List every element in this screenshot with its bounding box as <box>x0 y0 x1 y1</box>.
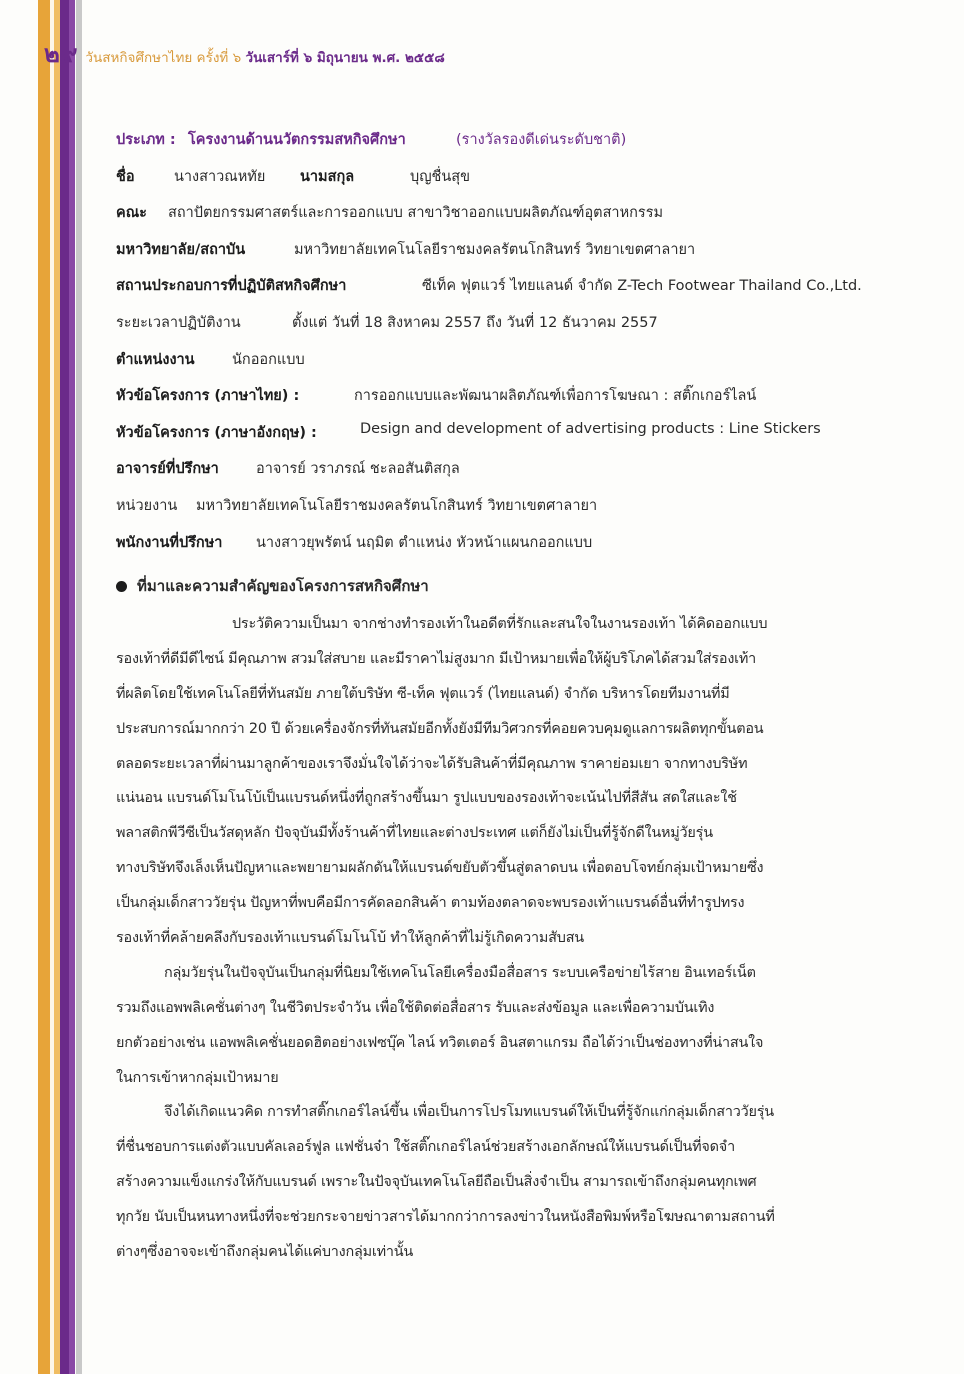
advisor-value: อาจารย์ วราภรณ์ ชะลอสันติสกุล <box>256 461 460 478</box>
position-value: นักออกแบบ <box>232 351 305 368</box>
body-line: ประวัติความเป็นมา จากช่างทำรองเท้าในอดีตที่รักและสนใจในงานรองเท้า ได้คิดออกแบบ <box>232 616 768 632</box>
stripe-purple-2 <box>69 0 75 1374</box>
body-line: ต่างๆซึ่งอาจจะเข้าถึงกลุ่มคนได้แค่บางกลุ่มเท่านั้น <box>116 1244 414 1261</box>
workplace-row <box>116 266 886 303</box>
unit-row <box>116 486 886 523</box>
stripe-orange-1 <box>38 0 50 1374</box>
body-line: รองเท้าที่คล้ายคลึงกับรองเท้าแบรนด์โมโนโบ้ ทำให้ลูกค้าที่ไม่รู้เกิดความสับสน <box>116 930 584 947</box>
body-line: พลาสติกพีวีซีเป็นวัสดุหลัก ปัจจุบันมีทั้งร้านค้าที่ไทยและต่างประเทศ แต่ก็ยังไม่เป็นที่รู้จักดีในหมู่วัยรุ่น <box>116 825 713 842</box>
body-line: จึงได้เกิดแนวคิด การทำสติ๊กเกอร์ไลน์ขึ้น เพื่อเป็นการโปรโมทแบรนด์ให้เป็นที่รู้จักแก่กลุ่มเด็กสาววัยรุ่น <box>164 1104 774 1121</box>
body-text <box>116 607 884 1270</box>
university-label: มหาวิทยาลัย/สถาบัน <box>116 241 246 258</box>
staff-value: นางสาวยุพรัตน์ นฤมิต ตำแหน่ง หัวหน้าแผนกออกแบบ <box>256 534 593 551</box>
advisor-label: อาจารย์ที่ปรึกษา <box>116 461 219 478</box>
position-row <box>116 340 886 377</box>
info-block <box>116 120 886 559</box>
event-title: วันสหกิจศึกษาไทย ครั้งที่ ๖ <box>85 50 242 66</box>
unit-label: หน่วยงาน <box>116 497 178 514</box>
topic-en-value: Design and development of advertising products : Line Stickers <box>360 420 821 437</box>
surname: บุญชื่นสุข <box>410 168 471 185</box>
topic-th-value: การออกแบบและพัฒนาผลิตภัณฑ์เพื่อการโฆษณา : สติ๊กเกอร์ไลน์ <box>354 388 757 405</box>
name-row <box>116 157 886 194</box>
body-line: ทางบริษัทจึงเล็งเห็นปัญหาและพยายามผลักดันให้แบรนด์ขยับตัวขึ้นสู่ตลาดบน เพื่อตอบโจทย์กลุ่มเป้าหมายซึ่ง <box>116 860 764 877</box>
body-line: ตลอดระยะเวลาที่ผ่านมาลูกค้าของเราจึงมั่นใจได้ว่าจะได้รับสินค้าที่มีคุณภาพ ราคาย่อมเยา จากทางบริษัท <box>116 755 748 772</box>
period-label: ระยะเวลาปฏิบัติงาน <box>116 314 241 331</box>
body-line: ในการเข้าหากลุ่มเป้าหมาย <box>116 1069 279 1086</box>
page-header <box>44 34 445 68</box>
body-line: แน่นอน แบรนด์โมโนโบ้เป็นแบรนด์หนึ่งที่ถูกสร้างขึ้นมา รูปแบบของรองเท้าจะเน้นไปที่สีสัน สดใสและใช้ <box>116 790 737 807</box>
university-value: มหาวิทยาลัยเทคโนโลยีราชมงคลรัตนโกสินทร์ วิทยาเขตศาลายา <box>294 241 696 258</box>
event-date: วันเสาร์ที่ ๖ มิถุนายน พ.ศ. ๒๕๕๘ <box>245 50 445 66</box>
section-title: ที่มาและความสำคัญของโครงการสหกิจศึกษา <box>137 577 429 595</box>
name-label: ชื่อ <box>116 168 135 185</box>
section-heading <box>116 574 429 598</box>
faculty-row <box>116 193 886 230</box>
body-line: ที่ชื่นชอบการแต่งตัวแบบคัลเลอร์ฟูล แฟชั่นจ๋า ใช้สติ๊กเกอร์ไลน์ช่วยสร้างเอกลักษณ์ให้แบรนด์เป็นที่จดจำ <box>116 1139 736 1156</box>
position-label: ตำแหน่งงาน <box>116 351 195 368</box>
body-line: ที่ผลิตโดยใช้เทคโนโลยีที่ทันสมัย ภายใต้บริษัท ซี-เท็ค ฟุตแวร์ (ไทยแลนด์) จำกัด บริหารโดยทีมงานที่มี <box>116 685 730 702</box>
category-label: ประเภท : <box>116 132 176 148</box>
category-row <box>116 120 886 157</box>
surname-label: นามสกุล <box>300 168 355 185</box>
topic-en-row <box>116 413 886 450</box>
stripe-grey <box>76 0 82 1374</box>
topic-en-label: หัวข้อโครงการ (ภาษาอังกฤษ) : <box>116 424 317 441</box>
staff-row <box>116 523 886 560</box>
body-line: รองเท้าที่ดีมีดีไซน์ มีคุณภาพ สวมใส่สบาย และมีราคาไม่สูงมาก มีเป้าหมายเพื่อให้ผู้บริโภคได้สวมใส่รองเท้า <box>116 650 757 667</box>
stripe-purple-1 <box>60 0 69 1374</box>
staff-label: พนักงานที่ปรึกษา <box>116 534 223 551</box>
page-number: ๒๙ <box>44 39 78 68</box>
body-line: ทุกวัย นับเป็นหนทางหนึ่งที่จะช่วยกระจายข่าวสารได้มากกว่าการลงข่าวในหนังสือพิมพ์หรือโฆษณาตามสถานที่ <box>116 1209 775 1226</box>
bullet-icon <box>116 581 127 592</box>
topic-th-row <box>116 376 886 413</box>
university-row <box>116 230 886 267</box>
first-name: นางสาวณหทัย <box>174 168 266 185</box>
award-text: (รางวัลรองดีเด่นระดับชาติ) <box>456 132 627 148</box>
workplace-label: สถานประกอบการที่ปฏิบัติสหกิจศึกษา <box>116 278 347 295</box>
faculty-label: คณะ <box>116 205 147 222</box>
period-value: ตั้งแต่ วันที่ 18 สิงหาคม 2557 ถึง วันที่ 12 ธันวาคม 2557 <box>292 314 658 331</box>
body-line: สร้างความแข็งแกร่งให้กับแบรนด์ เพราะในปัจจุบันเทคโนโลยีถือเป็นสิ่งจำเป็น สามารถเข้าถึงกลุ่มคนทุกเพศ <box>116 1174 757 1191</box>
body-line: กลุ่มวัยรุ่นในปัจจุบันเป็นกลุ่มที่นิยมใช้เทคโนโลยีเครื่องมือสื่อสาร ระบบเครือข่ายไร้สาย อินเทอร์เน็ต <box>164 964 756 981</box>
topic-th-label: หัวข้อโครงการ (ภาษาไทย) : <box>116 388 300 405</box>
advisor-row <box>116 449 886 486</box>
side-stripes <box>0 0 90 1374</box>
body-line: เป็นกลุ่มเด็กสาววัยรุ่น ปัญหาที่พบคือมีการคัดลอกสินค้า ตามท้องตลาดจะพบรองเท้าแบรนด์อื่นที่ทำรูปทรง <box>116 895 745 912</box>
period-row <box>116 303 886 340</box>
body-line: ประสบการณ์มากกว่า 20 ปี ด้วยเครื่องจักรที่ทันสมัยอีกทั้งยังมีทีมวิศวกรที่คอยควบคุมดูแลการผลิตทุกขั้นตอน <box>116 720 764 737</box>
category-value: โครงงานด้านนวัตกรรมสหกิจศึกษา <box>188 132 406 148</box>
unit-value: มหาวิทยาลัยเทคโนโลยีราชมงคลรัตนโกสินทร์ วิทยาเขตศาลายา <box>196 497 598 514</box>
body-line: ยกตัวอย่างเช่น แอพพลิเคชั่นยอดฮิตอย่างเฟซบุ๊ค ไลน์ ทวิตเตอร์ อินสตาแกรม ถือได้ว่าเป็นช่องทางที่น่าสนใจ <box>116 1034 764 1051</box>
workplace-value: ซีเท็ค ฟุตแวร์ ไทยแลนด์ จำกัด Z-Tech Footwear Thailand Co.,Ltd. <box>422 278 862 295</box>
body-line: รวมถึงแอพพลิเคชั่นต่างๆ ในชีวิตประจำวัน เพื่อใช้ติดต่อสื่อสาร รับและส่งข้อมูล และเพื่อความบันเทิง <box>116 999 715 1016</box>
faculty-value: สถาปัตยกรรมศาสตร์และการออกแบบ สาขาวิชาออกแบบผลิตภัณฑ์อุตสาหกรรม <box>168 205 664 222</box>
header-text <box>85 46 444 68</box>
